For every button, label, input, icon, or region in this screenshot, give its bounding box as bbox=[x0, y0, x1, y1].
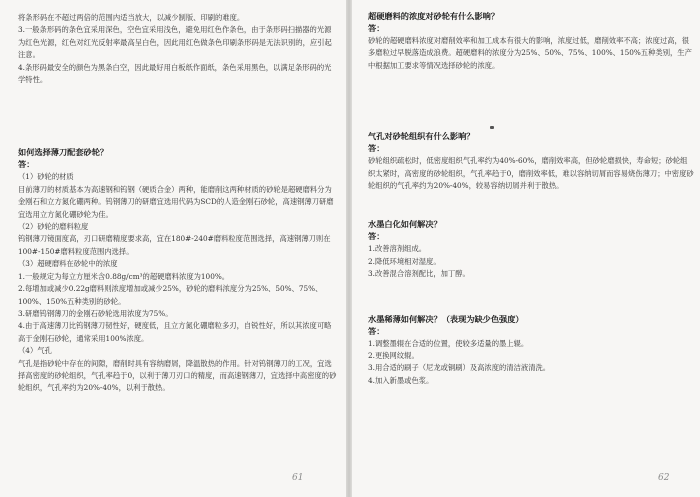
paragraph-pores: 气孔是指砂轮中存在的间隙，磨削时具有容纳磨屑，降温散热的作用。针对钨钢薄刀的工况，宜选择高密度的砂轮组织，气孔率趋于0，以利于薄刀刃口的精度，而高速钢薄刀，宜选择中高密度的砂轮组织，气孔率约为20%-40%，以利于散热。 bbox=[18, 358, 337, 393]
spacer bbox=[368, 72, 694, 130]
list-item: 3.改善混合溶剂配比，加丁醇。 bbox=[368, 269, 470, 279]
item-concentration-2: 2.每增加或减少0.22g磨料则浓度增加或减少25%，砂轮的磨料浓度分为25%、50%、75%、100%、150%五种类别的砂轮。 bbox=[18, 284, 323, 306]
list-item: 4.加入新墨或色浆。 bbox=[368, 375, 434, 385]
intro-paragraph-1: 将条形码在不超过两倍的范围内适当放大，以减少制版、印刷的难度。 bbox=[18, 13, 245, 22]
answer-label-4: 答： bbox=[368, 325, 385, 336]
subheading-material: （1）砂轮的材质 bbox=[18, 172, 74, 182]
page-number-right: 62 bbox=[658, 473, 670, 483]
answer-label-3: 答： bbox=[368, 231, 385, 242]
list-item: 1.调整墨辊在合适的位置，使较多适量的墨上辊。 bbox=[368, 338, 529, 348]
section-title-whitening: 水墨白化如何解决？ bbox=[368, 219, 442, 230]
intro-paragraph-3: 4.条形码最安全的颜色为黑条白空，因此最好用白板纸作面纸，条色采用黑色，以满足条形码的光学特性。 bbox=[18, 62, 332, 85]
section-body-pores: 砂轮组织疏松时，低密度组织气孔率约为40%-60%，磨削效率高，但砂轮磨损快，寿命短；砂轮组织太紧时，高密度的砂轮组织，气孔率趋于0，磨削效率低，难以容纳切屑而容易烧伤薄刀；中密度砂轮组织的气孔率约为20%-40%，较易容纳切屑并利于散热。 bbox=[368, 156, 694, 191]
answer-label-2: 答： bbox=[368, 143, 385, 154]
subheading-concentration: （3）超硬磨料在砂轮中的浓度 bbox=[18, 259, 118, 269]
list-item: 1.改善溶剂组成。 bbox=[368, 244, 427, 254]
list-item: 2.更换网纹辊。 bbox=[368, 351, 419, 361]
section-title-pores: 气孔对砂轮组织有什么影响？ bbox=[368, 131, 475, 142]
paragraph-material: 目前薄刀的材质基本为高速钢和钨钢（硬质合金）两种，能磨削这两种材质的砂轮是超硬磨料分为金刚石和立方氮化硼两种。钨钢薄刀的研磨宜选用代码为SCD的人造金刚石砂轮，高速钢薄刀研磨宜选用立方氮化硼砂轮为佳。 bbox=[18, 184, 334, 219]
item-concentration-4: 4.由于高速薄刀比钨钢薄刀韧性好，硬度低，且立方氮化硼磨粒多刃，自锐性好，所以其浓度可略高于金刚石砂轮，通常采用100%浓度。 bbox=[18, 321, 332, 343]
subheading-grit: （2）砂轮的磨料粒度 bbox=[18, 222, 89, 232]
ink-speck bbox=[490, 126, 494, 129]
intro-paragraph-2: 3.一般条形码的条色宜采用深色，空色宜采用浅色，避免用红色作条色，由于条形码扫描器的光源为红色光源，红色对红光反射率最高呈白色，因此用红色做条色印刷条形码是无法识别的，应引起注意。 bbox=[18, 25, 332, 60]
item-concentration-1: 1.一般规定为每立方厘米含0.88g/cm³的超硬磨料浓度为100%。 bbox=[18, 271, 230, 281]
spacer bbox=[368, 192, 694, 218]
list-item: 2.降低环境相对湿度。 bbox=[368, 256, 441, 266]
list-item: 3.用合适的刷子（尼龙或铜刷）及高浓度的清洁液清洗。 bbox=[368, 363, 551, 373]
subheading-pores: （4）气孔 bbox=[18, 346, 52, 356]
left-page bbox=[0, 0, 346, 497]
right-page bbox=[352, 0, 700, 497]
page-number-left: 61 bbox=[292, 473, 304, 483]
answer-label: 答： bbox=[18, 159, 35, 170]
answer-label-1: 答： bbox=[368, 23, 385, 33]
spacer bbox=[368, 281, 694, 313]
section-title-thin-ink: 水墨稀薄如何解决？（表现为缺少色强度） bbox=[368, 313, 524, 324]
paragraph-grit: 钨钢薄刀镜面度高，刃口研磨精度要求高，宜在180#-240#磨料粒度范围选择，高速钢薄刀则在100#-150#磨料粒度范围内选择。 bbox=[18, 234, 331, 256]
item-concentration-3: 3.研磨钨钢薄刀的金刚石砂轮选用浓度为75%。 bbox=[18, 308, 173, 318]
section-title-concentration: 超硬磨料的浓度对砂轮有什么影响？ bbox=[368, 11, 500, 21]
section-title: 如何选择薄刀配套砂轮？ bbox=[18, 147, 109, 158]
spacer bbox=[18, 86, 338, 146]
section-body-concentration: 砂轮的超硬磨料浓度对磨削效率和加工成本有很大的影响，浓度过低，磨削效率不高；浓度过高，很多磨粒过早脱落造成浪费。超硬磨料的浓度分为25%、50%、75%、100%、150%五种类别，生产中根据加工要求等情况选择砂轮的浓度。 bbox=[368, 36, 692, 70]
